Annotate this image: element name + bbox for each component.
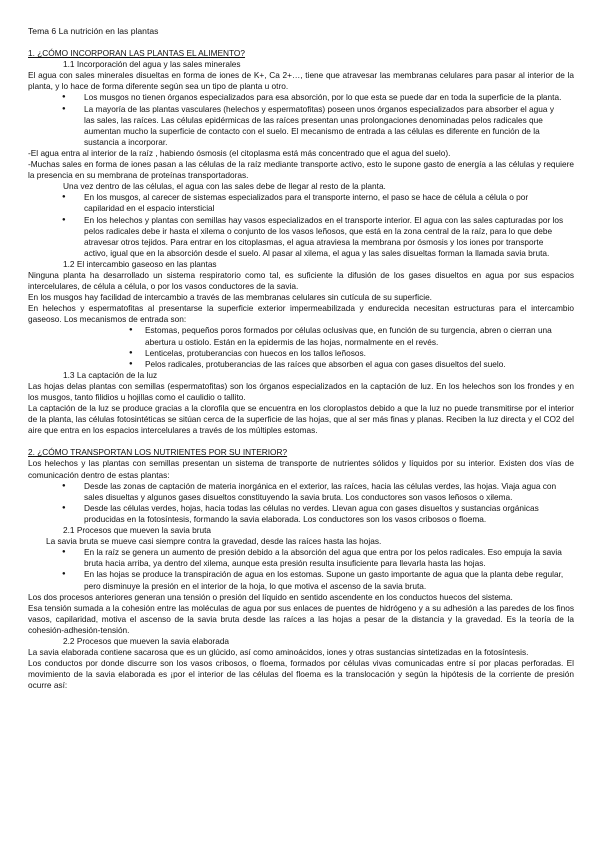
bullet-item: ● En los musgos, al carecer de sistemas especializados para el transporte interno, el paso se hace de célula a célula o por capilaridad en el espacio intersticial xyxy=(28,192,574,214)
paragraph: La savia elaborada contiene sacarosa que es un glúcido, así como aminoácidos, iones y otras sustancias sintetizadas en la fotosíntesis. xyxy=(28,647,529,658)
paragraph: Los dos procesos anteriores generan una tensión o presión del líquido en sentido ascendente en los conductos huecos del sistema. xyxy=(28,591,513,602)
bullet-item: ● En los helechos y plantas con semillas hay vasos especializados en el transporte interior. El agua con las sales capturadas por los pelos radicales debe ir hasta el xilema o conjunto de los vasos leñosos, que está en la zona central de la raíz, para lo que debe atravesar otros tejidos. Para entrar en los citoplasmas, el agua atraviesa la membrana por ósmosis y los iones por transporte activo, igual que en la absorción desde el suelo. Al pasar al xilema, el agua y las sales disueltas forman la llamada savia bruta. xyxy=(28,215,574,259)
bullet-item: ● Estomas, pequeños poros formados por células oclusivas que, en función de su turgencia, abren o cierran una abertura u ostiolo. Están en la epidermis de las hojas, normalmente en el revés. xyxy=(28,325,574,347)
paragraph: En helechos y espermatofitas al presentarse la superficie exterior impermeabilizada y endurecida necesitan estructuras para el intercambio gaseoso. Los mecanismos de entrada son: xyxy=(28,303,574,325)
subsection-1-3-heading: 1.3 La captación de la luz xyxy=(63,369,158,380)
bullet-list xyxy=(28,325,574,369)
subsection-2-2-heading: 2.2 Procesos que mueven la savia elaborada xyxy=(63,635,230,646)
bullet-item: ● La mayoría de las plantas vasculares (helechos y espermatofitas) poseen unos órganos especializados para absorber el agua y las sales, las raíces. Las células epidérmicas de las raíces presentan unas prolongaciones denominadas pelos radicales que aumentan mucho la superficie de contacto con el suelo. El mecanismo de entrada a las células es diferente en función de la sustancia a incorporar. xyxy=(28,104,574,148)
paragraph: La savia bruta se mueve casi siempre contra la gravedad, desde las raíces hasta las hojas. xyxy=(46,536,382,547)
subsection-1-1-heading: 1.1 Incorporación del agua y las sales minerales xyxy=(63,59,241,70)
bullet-list xyxy=(28,92,574,147)
paragraph: Los conductos por donde discurre son los vasos cribosos, o floema, formados por células vivas comunicadas entre sí por placas perforadas. El movimiento de la savia elaborada es ¡por el interior de las células del floema es la translocación y según la hipótesis de la corriente de presión ocurre así: xyxy=(28,658,574,691)
bullet-list xyxy=(28,192,574,259)
paragraph: Las hojas delas plantas con semillas (espermatofitas) son los órganos especializados en la captación de luz. En los helechos son los frondes y en los musgos, tanto filidios u hojillas como el caulidio o tallito. xyxy=(28,380,574,402)
subsection-1-2-heading: 1.2 El intercambio gaseoso en las plantas xyxy=(63,258,217,269)
section-1-heading: 1. ¿CÓMO INCORPORAN LAS PLANTAS EL ALIMENTO? xyxy=(28,48,246,59)
bullet-list xyxy=(28,481,574,525)
bullet-list xyxy=(28,547,574,591)
bullet-item: ● Pelos radicales, protuberancias de las raíces que absorben el agua con gases disueltos del suelo. xyxy=(28,359,574,370)
paragraph: La captación de la luz se produce gracias a la clorofila que se encuentra en los cloroplastos debido a que la luz no puede transmitirse por el interior de la planta, las células fotosintéticas se sitúan cerca de la superficie de las hojas, que al ser más finas y planas. Reciben la luz directa y el CO2 del aire que entra en los espacios intercelulares a través de los múltiples estomas. xyxy=(28,403,574,436)
bullet-item: ● Lenticelas, protuberancias con huecos en los tallos leñosos. xyxy=(28,348,574,359)
paragraph: -El agua entra al interior de la raíz , habiendo ósmosis (el citoplasma está más concentrado que el agua del suelo). xyxy=(28,147,451,158)
paragraph: Esa tensión sumada a la cohesión entre las moléculas de agua por sus enlaces de puentes de hidrógeno y a su adhesión a las paredes de los finos vasos, capilaridad, motiva el ascenso de la savia bruta desde las raíces a las hojas a pesar de la distancia y la gravedad. Es la teoría de la cohesión-adhesión-tensión. xyxy=(28,602,574,635)
paragraph: El agua con sales minerales disueltas en forma de iones de K+, Ca 2+…, tiene que atravesar las membranas celulares para pasar al interior de la planta, y lo hace de forma diferente según sea un tipo de planta u otro. xyxy=(28,70,574,92)
subsection-2-1-heading: 2.1 Procesos que mueven la savia bruta xyxy=(63,525,212,536)
paragraph: Una vez dentro de las células, el agua con las sales debe de llegar al resto de la planta. xyxy=(63,181,386,192)
section-2-heading: 2. ¿CÓMO TRANSPORTAN LOS NUTRIENTES POR SU INTERIOR? xyxy=(28,447,288,458)
paragraph: En los musgos hay facilidad de intercambio a través de las membranas celulares sin cutícula de su superficie. xyxy=(28,292,432,303)
bullet-item: ● Desde las zonas de captación de materia inorgánica en el exterior, las raíces, hacia las células verdes, las hojas. Viaja agua con sales disueltas y algunos gases disueltos constituyendo la savia bruta. Los conductores son vasos leñosos o xilema. xyxy=(28,481,574,503)
bullet-item: ● En la raíz se genera un aumento de presión debido a la absorción del agua que entra por los pelos radicales. Eso empuja la savia bruta hacia arriba, ya dentro del xilema, aunque esta presión resulta insuficiente para llevarla hasta las hojas. xyxy=(28,547,574,569)
document-title: Tema 6 La nutrición en las plantas xyxy=(28,26,159,36)
bullet-item: ● Los musgos no tienen órganos especializados para esa absorción, por lo que esta se puede dar en toda la superficie de la planta. xyxy=(28,92,574,103)
document-page xyxy=(28,26,574,691)
bullet-item: ● Desde las células verdes, hojas, hacia todas las células no verdes. Llevan agua con gases disueltos y sustancias orgánicas producidas en la fotosíntesis, formando la savia elaborada. Los conductores son los vasos cribosos o floema. xyxy=(28,503,574,525)
paragraph: Ninguna planta ha desarrollado un sistema respiratorio como tal, es suficiente la difusión de los gases disueltos en agua por sus espacios intercelulares, de célula a célula, o por los vasos conductores de la savia. xyxy=(28,269,574,292)
bullet-item: ● En las hojas se produce la transpiración de agua en los estomas. Supone un gasto importante de agua que la planta debe regular, pero disminuye la presión en el interior de la hoja, lo que motiva el ascenso de la savia bruta. xyxy=(28,569,574,591)
paragraph: Los helechos y las plantas con semillas presentan un sistema de transporte de nutrientes sólidos y líquidos por su interior. Existen dos vías de comunicación dentro de estas plantas: xyxy=(28,458,574,480)
paragraph: -Muchas sales en forma de iones pasan a las células de la raíz mediante transporte activo, esto le supone gasto de energía a las células y requiere la presencia en su membrana de proteínas transportadoras. xyxy=(28,159,574,181)
